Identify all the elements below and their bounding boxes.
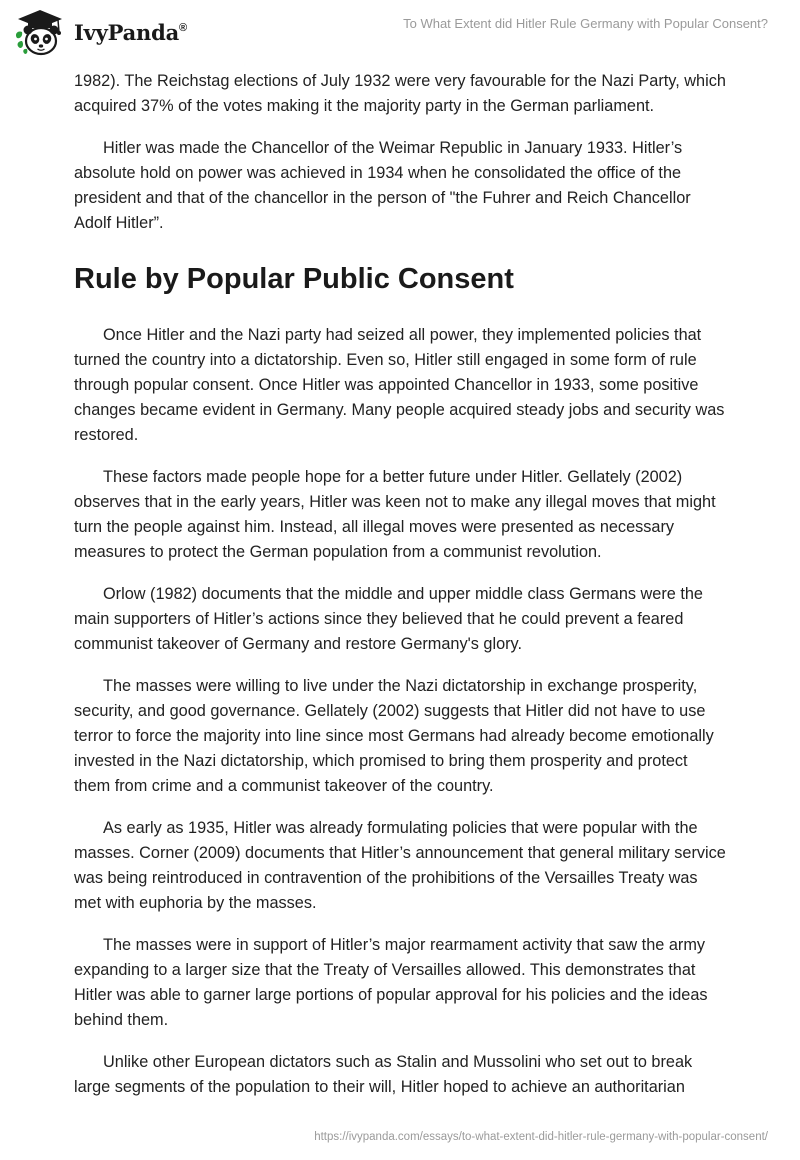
paragraph: These factors made people hope for a better future under Hitler. Gellately (2002) observes that in the early years, Hitler was keen not to make any illegal moves that might turn the people against him. Instead, all illegal moves were presented as necessary measures to protect the German population from a communist revolution. — [74, 468, 716, 561]
ivypanda-logo[interactable] — [14, 8, 187, 56]
panda-graduation-cap-icon — [14, 8, 66, 56]
paragraph: The masses were willing to live under the Nazi dictatorship in exchange prosperity, security, and good governance. Gellately (2002) suggests that Hitler did not have to use terror to force the majority into line since most Germans had already become emotionally invested in the Nazi dictatorship, which promised to bring them prosperity and protect them from crime and a communist takeover of the country. — [74, 677, 714, 795]
essay-content — [74, 69, 728, 1117]
paragraph: Orlow (1982) documents that the middle and upper middle class Germans were the main supporters of Hitler’s actions since they believed that he could prevent a feared communist takeover of Germany and restore Germany's glory. — [74, 585, 703, 653]
paragraph: Unlike other European dictators such as Stalin and Mussolini who set out to break large segments of the population to their will, Hitler hoped to achieve an authoritarian — [74, 1053, 693, 1096]
paragraph: Hitler was made the Chancellor of the Weimar Republic in January 1933. Hitler’s absolute hold on power was achieved in 1934 when he consolidated the office of the president and that of the chancellor in the person of "the Fuhrer and Reich Chancellor Adolf Hitler”. — [74, 139, 691, 232]
page-header — [0, 0, 800, 62]
source-url[interactable]: https://ivypanda.com/essays/to-what-extent-did-hitler-rule-germany-with-popular-consent/ — [314, 1131, 768, 1143]
paragraph: The masses were in support of Hitler’s major rearmament activity that saw the army expanding to a larger size that the Treaty of Versailles allowed. This demonstrates that Hitler was able to garner large portions of popular approval for his policies and the ideas behind them. — [74, 936, 708, 1029]
paragraph: As early as 1935, Hitler was already formulating policies that were popular with the masses. Corner (2009) documents that Hitler’s announcement that general military service was being reintroduced in contravention of the prohibitions of the Versailles Treaty was met with euphoria by the masses. — [74, 819, 726, 912]
paragraph: Once Hitler and the Nazi party had seized all power, they implemented policies that turned the country into a dictatorship. Even so, Hitler still engaged in some form of rule through popular consent. Once Hitler was appointed Chancellor in 1933, some positive changes became evident in Germany. Many people acquired steady jobs and security was restored. — [74, 326, 725, 444]
paragraph: 1982). The Reichstag elections of July 1932 were very favourable for the Nazi Party, which acquired 37% of the votes making it the majority party in the German parliament. — [74, 72, 726, 115]
registered-mark: ® — [179, 21, 187, 34]
document-title: To What Extent did Hitler Rule Germany with Popular Consent? — [403, 16, 768, 31]
section-heading: Rule by Popular Public Consent — [74, 263, 514, 295]
brand-name: IvyPanda® — [74, 19, 187, 45]
